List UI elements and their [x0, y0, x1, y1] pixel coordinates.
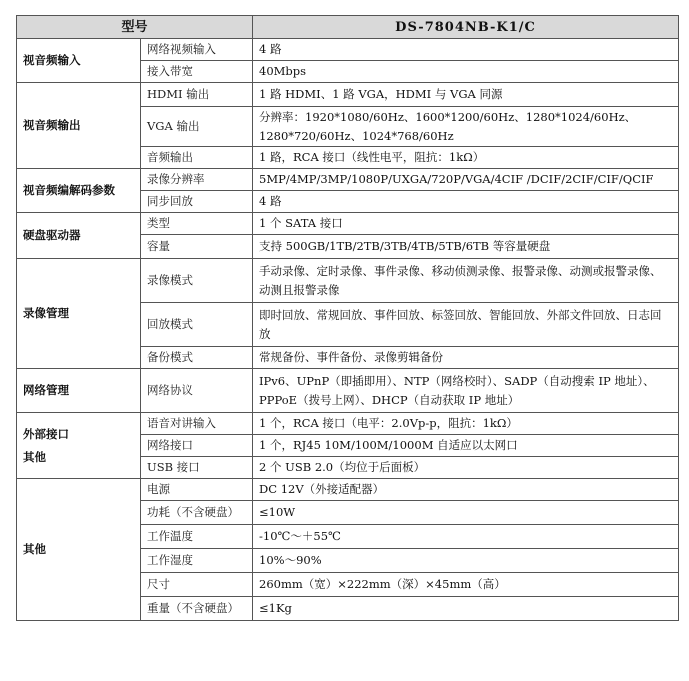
param-name: 尺寸	[141, 573, 253, 597]
category-cell: 视音频输入	[17, 39, 141, 83]
param-name: HDMI 输出	[141, 83, 253, 107]
param-name: 网络协议	[141, 369, 253, 413]
category-cell: 网络管理	[17, 369, 141, 413]
param-name: 录像模式	[141, 259, 253, 303]
param-value: 常规备份、事件备份、录像剪辑备份	[253, 347, 679, 369]
table-row	[17, 479, 679, 501]
param-value: ≤10W	[253, 501, 679, 525]
category-cell: 其他	[17, 479, 141, 621]
table-header-row	[17, 16, 679, 39]
param-name: 音频输出	[141, 147, 253, 169]
table-row	[17, 259, 679, 303]
category-cell: 硬盘驱动器	[17, 213, 141, 259]
param-name: 网络接口	[141, 435, 253, 457]
param-value: 分辨率：1920*1080/60Hz、1600*1200/60Hz、1280*1024/60Hz、1280*720/60Hz、1024*768/60Hz	[253, 107, 679, 147]
param-name: 同步回放	[141, 191, 253, 213]
category-cell: 录像管理	[17, 259, 141, 369]
param-name: 工作温度	[141, 525, 253, 549]
param-value: 5MP/4MP/3MP/1080P/UXGA/720P/VGA/4CIF /DCIF/2CIF/CIF/QCIF	[253, 169, 679, 191]
param-value: IPv6、UPnP（即插即用）、NTP（网络校时）、SADP（自动搜索 IP 地址）、PPPoE（拨号上网）、DHCP（自动获取 IP 地址）	[253, 369, 679, 413]
param-value: 1 个，RJ45 10M/100M/1000M 自适应以太网口	[253, 435, 679, 457]
param-name: VGA 输出	[141, 107, 253, 147]
param-value: 4 路	[253, 191, 679, 213]
param-value: 40Mbps	[253, 61, 679, 83]
category-cell: 视音频输出	[17, 83, 141, 169]
param-value: 1 路 HDMI、1 路 VGA，HDMI 与 VGA 同源	[253, 83, 679, 107]
param-name: 工作湿度	[141, 549, 253, 573]
table-row	[17, 83, 679, 107]
param-name: 网络视频输入	[141, 39, 253, 61]
param-value: ≤1Kg	[253, 597, 679, 621]
param-name: 功耗（不含硬盘）	[141, 501, 253, 525]
param-name: 接入带宽	[141, 61, 253, 83]
table-row	[17, 169, 679, 191]
table-row	[17, 39, 679, 61]
category-cell: 视音频编解码参数	[17, 169, 141, 213]
param-value: DC 12V（外接适配器）	[253, 479, 679, 501]
table-row	[17, 213, 679, 235]
param-value: 手动录像、定时录像、事件录像、移动侦测录像、报警录像、动测或报警录像、动测且报警录像	[253, 259, 679, 303]
category-cell	[17, 413, 141, 479]
param-value: -10℃～＋55℃	[253, 525, 679, 549]
table-row	[17, 369, 679, 413]
param-value: 即时回放、常规回放、事件回放、标签回放、智能回放、外部文件回放、日志回放	[253, 303, 679, 347]
param-name: 备份模式	[141, 347, 253, 369]
model-label: 型号	[17, 16, 253, 39]
spec-sheet	[16, 15, 678, 621]
param-value: 1 个 SATA 接口	[253, 213, 679, 235]
param-value: 2 个 USB 2.0（均位于后面板）	[253, 457, 679, 479]
category-line: 外部接口	[23, 426, 69, 441]
spec-table	[16, 15, 679, 621]
param-name: 电源	[141, 479, 253, 501]
param-name: 回放模式	[141, 303, 253, 347]
param-name: USB 接口	[141, 457, 253, 479]
param-value: 1 个，RCA 接口（电平：2.0Vp-p，阻抗：1kΩ）	[253, 413, 679, 435]
param-value: 支持 500GB/1TB/2TB/3TB/4TB/5TB/6TB 等容量硬盘	[253, 235, 679, 259]
param-name: 语音对讲输入	[141, 413, 253, 435]
table-row	[17, 413, 679, 435]
param-value: 260mm（宽）×222mm（深）×45mm（高）	[253, 573, 679, 597]
param-name: 重量（不含硬盘）	[141, 597, 253, 621]
param-value: 4 路	[253, 39, 679, 61]
param-value: 1 路，RCA 接口（线性电平，阻抗：1kΩ）	[253, 147, 679, 169]
param-name: 容量	[141, 235, 253, 259]
model-number: DS-7804NB-K1/C	[253, 16, 679, 39]
param-name: 类型	[141, 213, 253, 235]
param-name: 录像分辨率	[141, 169, 253, 191]
param-value: 10%～90%	[253, 549, 679, 573]
category-line: 其他	[23, 449, 46, 464]
